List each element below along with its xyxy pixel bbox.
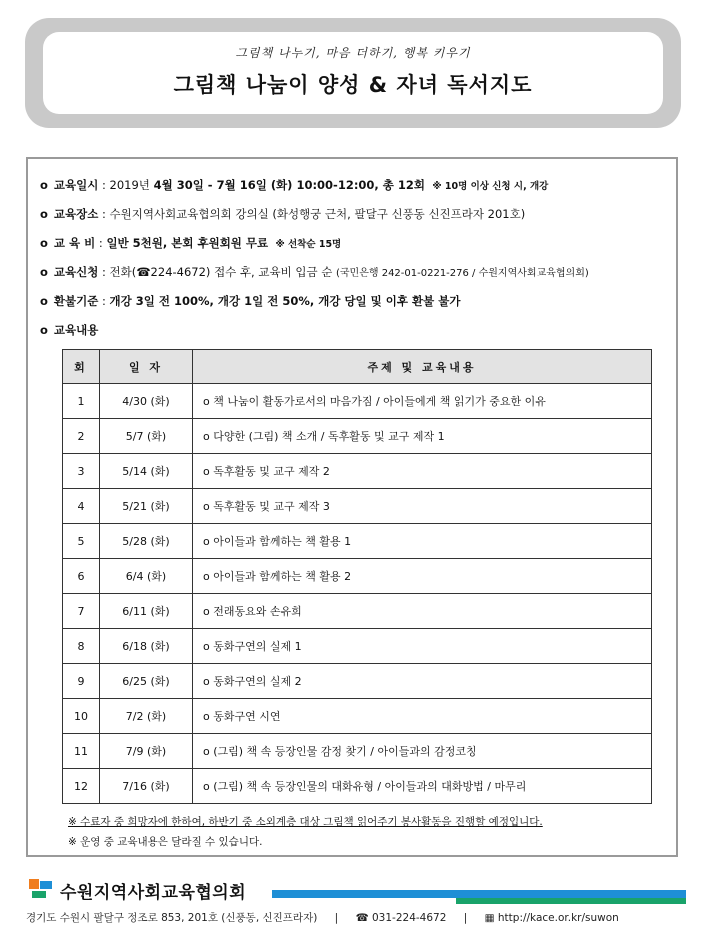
- row-no: 12: [63, 769, 100, 804]
- content-frame: [26, 157, 678, 857]
- row-topic: o 책 나눔이 활동가로서의 마음가짐 / 아이들에게 책 읽기가 중요한 이유: [193, 384, 652, 419]
- table-row: [63, 699, 652, 734]
- info-place-key: 교육장소: [53, 207, 99, 221]
- header-no: 회: [63, 350, 100, 384]
- header-frame: [25, 18, 681, 128]
- row-topic: o 아이들과 함께하는 책 활용 2: [193, 559, 652, 594]
- row-no: 4: [63, 489, 100, 524]
- org-name: 수원지역사회교육협의회: [60, 883, 247, 903]
- row-date: 7/2 (화): [100, 699, 193, 734]
- row-no: 10: [63, 699, 100, 734]
- kace-logo-icon: [28, 878, 54, 902]
- info-apply-key: 교육신청: [53, 265, 99, 279]
- info-apply: o 교육신청 : 전화(☎224-4672) 접수 후, 교육비 입금 순 (국민은행 242-01-0221-276 / 수원지역사회교육협의회): [40, 265, 589, 279]
- table-row: [63, 734, 652, 769]
- info-content-key: 교육내용: [53, 323, 99, 337]
- phone-text: 031-224-4672: [372, 912, 447, 924]
- info-place-value: 수원지역사회교육협의회 강의실 (화성행궁 근처, 팔달구 신풍동 신진프라자 201호): [109, 207, 526, 221]
- row-date: 6/25 (화): [100, 664, 193, 699]
- row-date: 5/14 (화): [100, 454, 193, 489]
- web-icon: ▦: [484, 912, 495, 924]
- row-topic: o 다양한 (그림) 책 소개 / 독후활동 및 교구 제작 1: [193, 419, 652, 454]
- table-row: [63, 489, 652, 524]
- info-date-key: 교육일시: [53, 178, 99, 192]
- info-refund-key: 환불기준: [53, 294, 99, 308]
- table-row: [63, 524, 652, 559]
- schedule-table: [62, 349, 652, 804]
- phone-icon: ☎: [355, 912, 369, 924]
- footer-logo-row: [26, 876, 686, 906]
- row-date: 5/7 (화): [100, 419, 193, 454]
- row-topic: o (그림) 책 속 등장인물 감정 찾기 / 아이들과의 감정코칭: [193, 734, 652, 769]
- website-link[interactable]: http://kace.or.kr/suwon: [497, 912, 619, 924]
- address-text: 경기도 수원시 팔달구 정조로 853, 201호 (신풍동, 신진프라자): [26, 912, 318, 924]
- change-note: ※ 운영 중 교육내용은 달라질 수 있습니다.: [68, 836, 263, 848]
- info-date-note: ※ 10명 이상 신청 시, 개강: [432, 181, 549, 192]
- table-row: [63, 559, 652, 594]
- info-fee-value: 일반 5천원, 본회 후원회원 무료: [106, 236, 269, 250]
- info-fee-note: ※ 선착순 15명: [275, 239, 342, 250]
- row-topic: o 동화구연의 실제 2: [193, 664, 652, 699]
- row-topic: o (그림) 책 속 등장인물의 대화유형 / 아이들과의 대화방법 / 마무리: [193, 769, 652, 804]
- header-date: 일 자: [100, 350, 193, 384]
- info-refund-value: 개강 3일 전 100%, 개강 1일 전 50%, 개강 당일 및 이후 환불 불가: [109, 294, 461, 308]
- footer-contact: 경기도 수원시 팔달구 정조로 853, 201호 (신풍동, 신진프라자) | ☎ 031-224-4672 | ▦ http://kace.or.kr/suwon: [26, 912, 619, 924]
- row-no: 3: [63, 454, 100, 489]
- info-refund: o 환불기준 : 개강 3일 전 100%, 개강 1일 전 50%, 개강 당일 및 이후 환불 불가: [40, 294, 461, 308]
- info-place: o 교육장소 : 수원지역사회교육협의회 강의실 (화성행궁 근처, 팔달구 신풍동 신진프라자 201호): [40, 207, 526, 221]
- row-topic: o 독후활동 및 교구 제작 3: [193, 489, 652, 524]
- header-panel: [43, 32, 663, 114]
- info-date-value: 4월 30일 - 7월 16일 (화) 10:00-12:00, 총 12회: [153, 178, 426, 192]
- page-title: 그림책 나눔이 양성 & 자녀 독서지도: [173, 73, 533, 97]
- info-fee-key: 교 육 비: [53, 236, 96, 250]
- table-row: [63, 454, 652, 489]
- info-date: o 교육일시 : 2019년 4월 30일 - 7월 16일 (화) 10:00-12:00, 총 12회 ※ 10명 이상 신청 시, 개강: [40, 178, 549, 192]
- row-date: 7/16 (화): [100, 769, 193, 804]
- info-fee: o 교 육 비 : 일반 5천원, 본회 후원회원 무료 ※ 선착순 15명: [40, 236, 342, 250]
- table-row: [63, 419, 652, 454]
- row-no: 11: [63, 734, 100, 769]
- row-topic: o 독후활동 및 교구 제작 2: [193, 454, 652, 489]
- table-row: [63, 384, 652, 419]
- table-row: [63, 629, 652, 664]
- info-apply-value: 전화(☎224-4672) 접수 후, 교육비 입금 순: [109, 265, 333, 279]
- row-topic: o 아이들과 함께하는 책 활용 1: [193, 524, 652, 559]
- footer-green-bar: [456, 898, 686, 904]
- row-no: 2: [63, 419, 100, 454]
- slogan: 그림책 나누기, 마음 더하기, 행복 키우기: [235, 46, 471, 60]
- table-header-row: [63, 350, 652, 384]
- row-date: 6/11 (화): [100, 594, 193, 629]
- row-date: 7/9 (화): [100, 734, 193, 769]
- row-date: 5/28 (화): [100, 524, 193, 559]
- row-topic: o 전래동요와 손유희: [193, 594, 652, 629]
- row-date: 6/4 (화): [100, 559, 193, 594]
- table-row: [63, 664, 652, 699]
- info-date-year: 2019년: [109, 178, 150, 192]
- row-no: 9: [63, 664, 100, 699]
- row-no: 8: [63, 629, 100, 664]
- row-no: 7: [63, 594, 100, 629]
- info-apply-account: (국민은행 242-01-0221-276 / 수원지역사회교육협의회): [335, 268, 589, 279]
- header-topic: 주제 및 교육내용: [193, 350, 652, 384]
- volunteer-note: ※ 수료자 중 희망자에 한하여, 하반기 중 소외계층 대상 그림책 읽어주기 봉사활동을 진행할 예정입니다.: [68, 816, 543, 828]
- row-date: 6/18 (화): [100, 629, 193, 664]
- row-no: 5: [63, 524, 100, 559]
- row-topic: o 동화구연의 실제 1: [193, 629, 652, 664]
- info-content: o 교육내용: [40, 323, 99, 337]
- table-row: [63, 769, 652, 804]
- row-topic: o 동화구연 시연: [193, 699, 652, 734]
- row-date: 5/21 (화): [100, 489, 193, 524]
- row-no: 6: [63, 559, 100, 594]
- row-date: 4/30 (화): [100, 384, 193, 419]
- footer-blue-bar: [272, 890, 686, 898]
- table-row: [63, 594, 652, 629]
- row-no: 1: [63, 384, 100, 419]
